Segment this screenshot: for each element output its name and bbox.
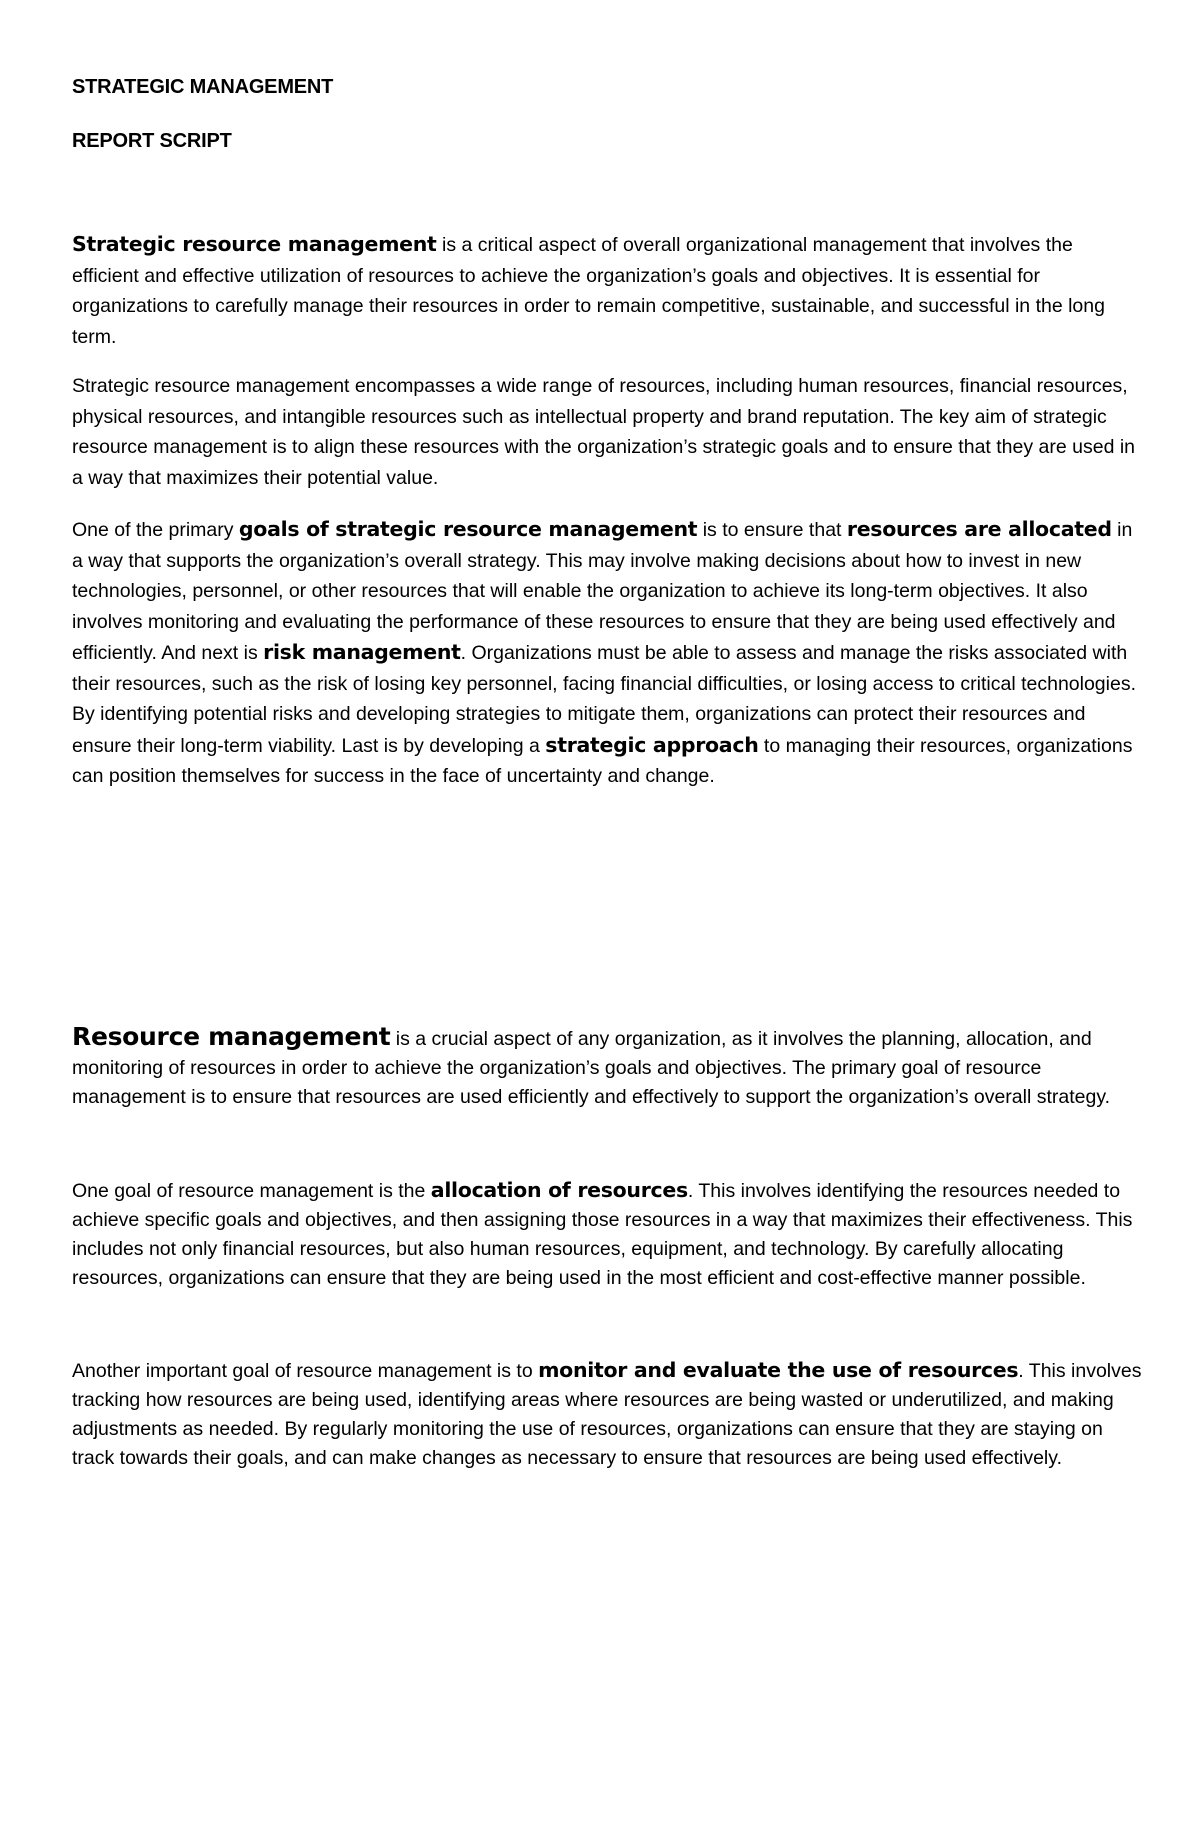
document-page [72,0,1142,1835]
document-title: STRATEGIC MANAGEMENT [72,76,334,98]
paragraph-resource-scope [72,371,1142,493]
paragraph-allocation-of-resources [72,1176,1142,1293]
term-goals-of-strategic-resource-management: goals of strategic resource management [238,517,698,541]
paragraph-monitor-and-evaluate [72,1356,1142,1473]
term-resources-are-allocated: resources are allocated [846,517,1112,541]
paragraph-text: Another important goal of resource management is to [72,1360,539,1382]
paragraph-strategic-resource-management [72,229,1142,352]
term-monitor-and-evaluate: monitor and evaluate the use of resources [538,1358,1019,1382]
paragraph-text: is a critical aspect of overall organizational management that involves the efficient and effective utilization of resources to achieve the organization’s goals and objectives. It is essential for organizations to carefully manage their resources in order to remain competitive, sustainable, and successful in the long term. [72,234,1105,348]
paragraph-text: is to ensure that [697,519,847,541]
paragraph-text: . This involves tracking how resources are being used, identifying areas where resources are being wasted or underutilized, and making adjustments as needed. By regularly monitoring the use of resources, organizations can ensure that they are staying on track towards their goals, and can make changes as necessary to ensure that resources are being used effectively. [72,1360,1142,1469]
paragraph-text: One goal of resource management is the [72,1180,431,1202]
paragraph-text: in a way that supports the organization’s overall strategy. This may involve making decisions about how to invest in new technologies, personnel, or other resources that will enable the organization to achieve its long-term objectives. It also involves monitoring and evaluating the performance of these resources to ensure that they are being used effectively and efficiently. And next is [72,519,1133,664]
paragraph-text: One of the primary [72,519,239,541]
term-resource-management: Resource management [72,1022,391,1051]
paragraph-text: to managing their resources, organizations can position themselves for success in the face of uncertainty and change. [72,734,1133,787]
term-strategic-approach: strategic approach [545,732,759,757]
paragraph-text: . Organizations must be able to assess and manage the risks associated with their resources, such as the risk of losing key personnel, facing financial difficulties, or losing access to critical technologies. By identifying potential risks and developing strategies to mitigate them, organizations can protect their resources and ensure their long-term viability. Last is by developing a [72,642,1136,757]
term-risk-management: risk management [263,640,461,664]
paragraph-text: Strategic resource management encompasses a wide range of resources, including human resources, financial resources, physical resources, and intangible resources such as intellectual property and brand reputation. The key aim of strategic resource management is to align these resources with the organization’s strategic goals and to ensure that they are used in a way that maximizes their potential value. [72,375,1136,489]
paragraph-text: is a crucial aspect of any organization, as it involves the planning, allocation, and monitoring of resources in order to achieve the organization’s goals and objectives. The primary goal of resource management is to ensure that resources are used efficiently and effectively to support the organization’s overall strategy. [72,1028,1111,1108]
term-strategic-resource-management: Strategic resource management [72,232,437,256]
paragraph-resource-management [72,1022,1142,1112]
document-subtitle: REPORT SCRIPT [72,130,232,152]
term-allocation-of-resources: allocation of resources [430,1178,688,1202]
paragraph-text: . This involves identifying the resources needed to achieve specific goals and objectives, and then assigning those resources in a way that maximizes their effectiveness. This includes not only financial resources, but also human resources, equipment, and technology. By carefully allocating resources, organizations can ensure that they are being used in the most efficient and cost-effective manner possible. [72,1180,1133,1289]
paragraph-goals-of-srm [72,514,1142,792]
